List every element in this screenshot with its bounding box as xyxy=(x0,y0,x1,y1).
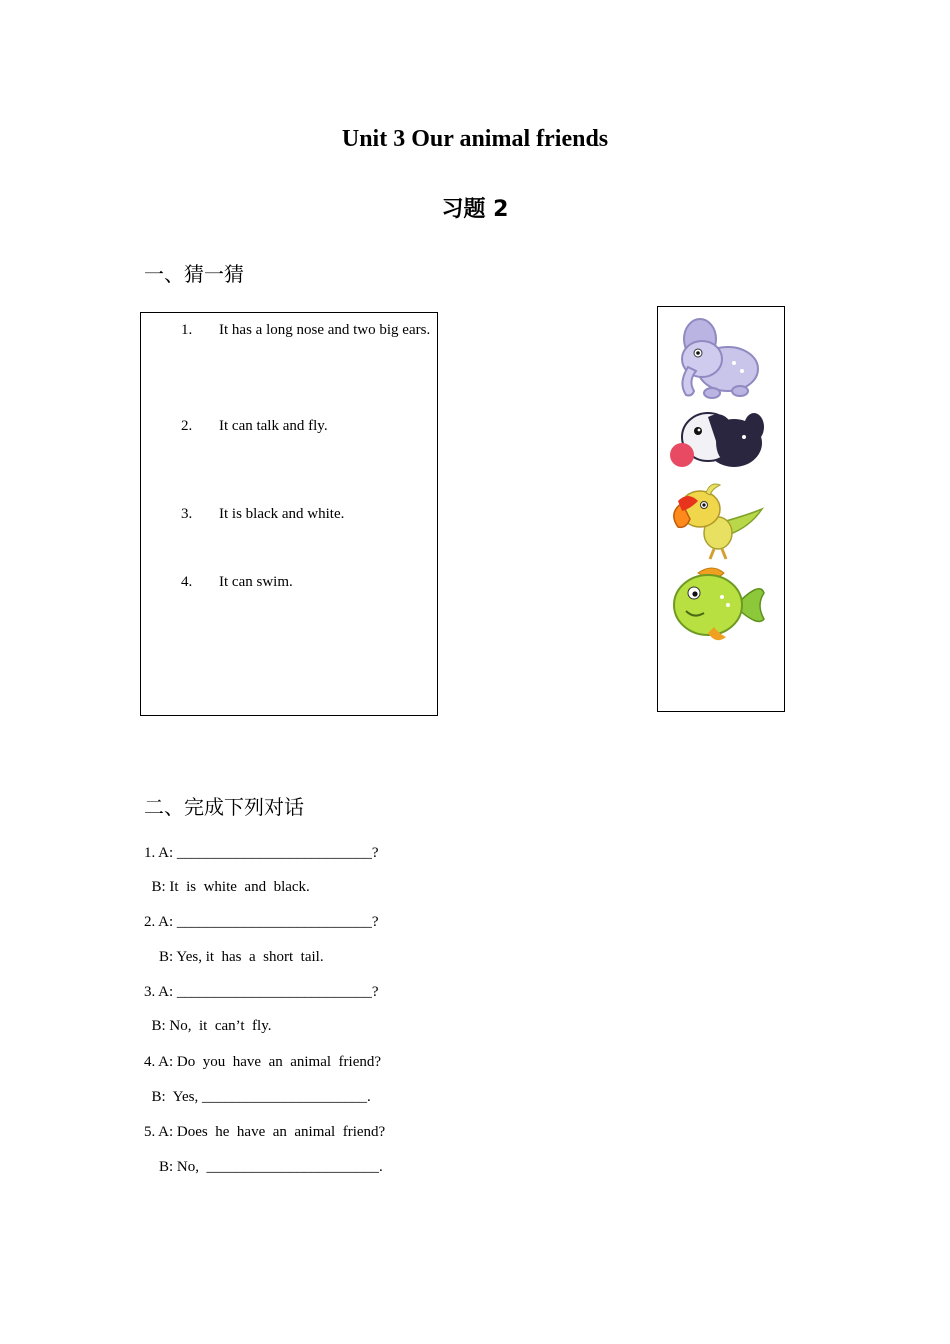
dialogue-line-3b: B: No, it can’t fly. xyxy=(144,1018,272,1034)
clue-1: 1. It has a long nose and two big ears. xyxy=(181,322,431,338)
page-title: Unit 3 Our animal friends xyxy=(341,126,609,152)
clue-3: 3. It is black and white. xyxy=(181,506,345,522)
elephant-icon xyxy=(668,313,764,401)
dialogue-line-2a: 2. A: __________________________? xyxy=(144,914,379,930)
dialogue-line-2b: B: Yes, it has a short tail. xyxy=(144,949,324,965)
dialogue-line-4b: B: Yes, ______________________. xyxy=(144,1089,371,1105)
section-2-heading: 二、完成下列对话 xyxy=(144,795,304,819)
dialogue-line-4a: 4. A: Do you have an animal friend? xyxy=(144,1054,382,1070)
page-subtitle: 习题 2 xyxy=(441,197,509,222)
clue-4: 4. It can swim. xyxy=(181,574,293,590)
dialogue-line-3a: 3. A: __________________________? xyxy=(144,984,379,1000)
dialogue-line-1b: B: It is white and black. xyxy=(144,879,310,895)
clues-box xyxy=(140,312,438,716)
parrot-icon xyxy=(668,479,768,563)
dialogue-line-5b: B: No, _______________________. xyxy=(144,1159,383,1175)
fish-icon xyxy=(668,563,768,647)
dog-icon xyxy=(668,407,768,477)
dialogue-line-1a: 1. A: __________________________? xyxy=(144,845,379,861)
section-1-heading: 一、猜一猜 xyxy=(144,262,244,286)
dialogue-line-5a: 5. A: Does he have an animal friend? xyxy=(144,1124,386,1140)
clue-2: 2. It can talk and fly. xyxy=(181,418,328,434)
animal-pictures-box xyxy=(657,306,785,712)
